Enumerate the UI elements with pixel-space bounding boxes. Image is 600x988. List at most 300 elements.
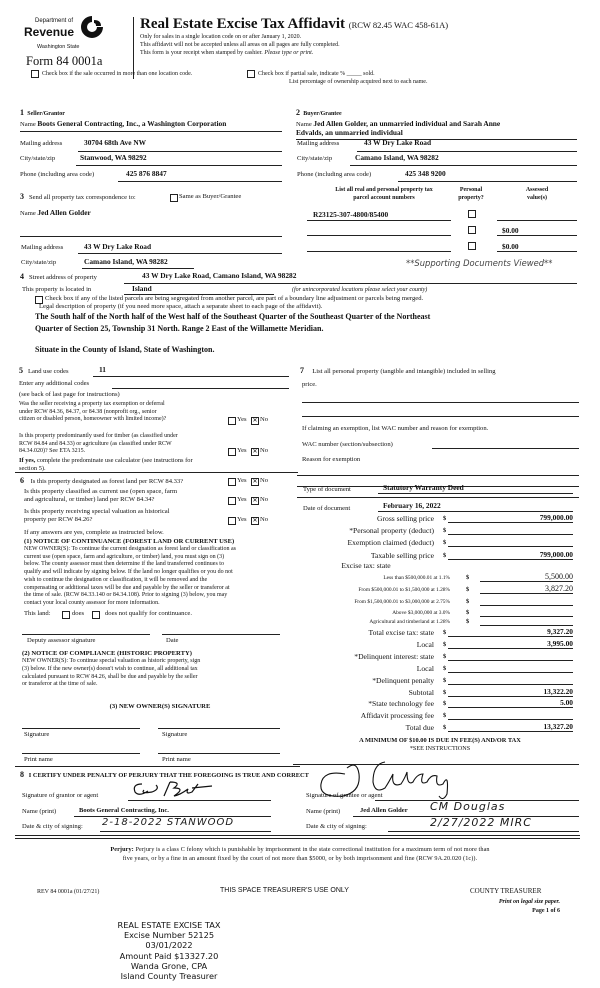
currency-symbol: $: [443, 641, 447, 648]
bracket-line: [480, 605, 573, 606]
form-number: Form 84 0001a: [26, 54, 103, 68]
legal-description-label: Legal description of property (if you need more space, attach a separate sheet to each page of the affidavit).: [39, 303, 323, 310]
seller-name-row: [20, 120, 226, 129]
tax-row-label: Total due: [405, 723, 434, 732]
ownership-pct-note: List percentage of ownership acquired next to each name.: [289, 79, 428, 85]
additional-codes-label: Enter any additional codes: [19, 380, 90, 387]
excise-state-label: Excise tax: state: [341, 561, 391, 570]
wac-line[interactable]: [432, 448, 579, 449]
seller-phone-value[interactable]: 425 876 8847: [126, 169, 167, 178]
street-address-label: [20, 273, 97, 282]
assessed-header-2: value(s): [527, 194, 547, 201]
yes-label: Yes: [237, 447, 247, 454]
n2-line: calculated pursuant to RCW 84.26, shall be due and payable by the seller: [22, 673, 198, 680]
n2-line: (3) below. If the new owner(s) doesn't wish to continue, all additional tax: [22, 665, 198, 672]
tax-row-label: *State technology fee: [368, 699, 434, 708]
correspondence-mail-value[interactable]: 43 W Dry Lake Road: [84, 242, 152, 251]
section-number: 3: [20, 192, 24, 201]
no-checkbox[interactable]: [251, 448, 259, 456]
bracket-label: Less than $500,000.01 at 1.1%: [383, 575, 450, 581]
yes-checkbox[interactable]: [228, 417, 236, 425]
sec7-label-text: List all personal property (tangible and intangible) included in selling: [312, 368, 496, 375]
buyer-city-value[interactable]: Camano Island, WA 98282: [355, 153, 439, 162]
tax-row-value[interactable]: 13,327.20: [543, 722, 573, 731]
correspondence-row: [20, 193, 136, 202]
tax-row-line: [448, 559, 573, 560]
tax-row-label: Taxable selling price: [370, 551, 434, 560]
parcel-header-1: List all real and personal property tax: [335, 187, 433, 193]
yes-label: Yes: [237, 516, 247, 523]
treasurer-use-only: THIS SPACE TREASURER'S USE ONLY: [220, 887, 349, 894]
seller-mail-line: [78, 151, 282, 152]
q-line: Is this property designated as forest land per RCW 84.33?: [30, 478, 184, 485]
legal-description-2: Quarter of Section 25, Township 31 North. Range 2 East of the Willamette Meridian.: [35, 324, 324, 333]
parcel-line: [307, 220, 451, 221]
legal-description-1: The South half of the North half of the West half of the Southeast Quarter of the Southeast Quarter of the Northeast: [35, 312, 431, 321]
currency-symbol: $: [466, 574, 470, 581]
section-number: 8: [20, 770, 24, 779]
same-as-buyer-checkbox[interactable]: [170, 194, 178, 202]
bracket-label: Agricultural and timberland at 1.28%: [369, 619, 450, 625]
reason-label: Reason for exemption: [302, 456, 361, 463]
currency-symbol: $: [443, 677, 447, 684]
segregated-label: Check box if any of the listed parcels are being segregated from another parcel, are part of a boundary line adjustment or parcels being merged.: [45, 295, 424, 302]
deputy-signature-line[interactable]: [22, 634, 150, 635]
tax-row-label: *Delinquent penalty: [372, 676, 434, 685]
grantee-date-city-handwritten[interactable]: 2/27/2022 MIRC: [430, 816, 532, 829]
land-use-value[interactable]: 11: [99, 365, 106, 374]
q-line: Is this property predominantly used for timber (as classified under: [19, 433, 178, 439]
certify-text: I CERTIFY UNDER PENALTY OF PERJURY THAT THE FOREGOING IS TRUE AND CORRECT: [28, 772, 309, 779]
timber-question: [19, 433, 178, 456]
logo-dept-of: Department of: [35, 18, 74, 24]
wac-label: WAC number (section/subsection): [302, 441, 393, 448]
name-label: Name: [20, 210, 36, 217]
note-3-italic: Please type or print.: [264, 50, 314, 56]
logo-revenue: Revenue: [24, 25, 75, 39]
assessed-header-1: Assessed: [525, 187, 549, 193]
tax-row-line: [448, 672, 573, 673]
forest-land-question: [20, 477, 183, 486]
personal-header-1: Personal: [459, 187, 483, 193]
historic-question: [24, 508, 170, 525]
yes-checkbox[interactable]: [228, 448, 236, 456]
supporting-docs-stamp: **Supporting Documents Viewed**: [406, 258, 553, 268]
yes-checkbox[interactable]: [228, 478, 236, 486]
new-owner-signature-title: (3) NEW OWNER(S) SIGNATURE: [109, 703, 211, 710]
header-note-2: This affidavit will not be accepted unless all areas on all pages are fully completed.: [140, 42, 340, 48]
currency-symbol: $: [466, 586, 470, 593]
rev-number: REV 84 0001a (01/27/21): [37, 889, 100, 895]
seller-name-value[interactable]: Boots General Contracting, Inc., a Washington Corporation: [37, 119, 227, 128]
n1-line: wish to continue the designation or classification, it will be removed and the: [24, 576, 208, 583]
legal-description-3: Situate in the County of Island, State of Washington.: [35, 345, 215, 354]
no-checkbox[interactable]: [251, 517, 259, 525]
section-divider: [15, 472, 298, 473]
n1-line: NEW OWNER(S): To continue the current designation as forest land or classification as: [24, 546, 236, 552]
currency-symbol: $: [443, 724, 447, 731]
street-address-line: [124, 283, 577, 284]
no-label: No: [260, 516, 269, 523]
doc-type-line: [378, 493, 573, 494]
bracket-label: From $500,000.01 to $1,500,000 at 1.28%: [358, 587, 450, 593]
doc-type-value[interactable]: Statutory Warranty Deed: [383, 483, 464, 492]
grantor-name-value[interactable]: Boots General Contracting, Inc.: [79, 807, 169, 814]
tax-row-label: Gross selling price: [377, 514, 434, 523]
grantee-signature-label: Signature of grantee or agent: [306, 792, 383, 799]
tax-row-line: [448, 534, 573, 535]
legal-paper-note: Print on legal size paper.: [498, 899, 560, 905]
doc-date-label: Date of document: [303, 505, 351, 512]
owner-signature-line[interactable]: [158, 728, 280, 729]
located-in-note: (for unincorporated locations please select your county): [292, 287, 428, 293]
buyer-mail-label: Mailing address: [297, 140, 340, 147]
see-back-note: (see back of last page for instructions): [19, 391, 120, 398]
notice-compliance-text: [22, 658, 200, 689]
q-line: Is this property classified as current use (open space, farm: [24, 488, 178, 495]
double-rule: [15, 835, 580, 839]
tax-row-line: [448, 522, 573, 523]
n1-line: qualify and will indicate by signing below. If the land no longer qualifies or you do not: [24, 569, 233, 576]
stamp-excise-number: Excise Number 52125: [123, 930, 215, 941]
tax-row-line: [448, 731, 573, 732]
seller-mail-value[interactable]: 30704 68th Ave NW: [84, 138, 147, 147]
exemption-note: If claiming an exemption, list WAC number and reason for exemption.: [302, 425, 489, 432]
q-line: and agricultural, or timber) land per RCW 84.34?: [24, 496, 155, 504]
grantee-date-line: [388, 831, 579, 832]
currency-symbol: $: [443, 689, 447, 696]
tax-row-line: [448, 719, 573, 720]
doc-type-label: Type of document: [303, 486, 351, 493]
tax-row-label: Exemption claimed (deduct): [347, 538, 434, 547]
seller-city-value[interactable]: Stanwood, WA 98292: [80, 153, 147, 162]
parcel-line: [307, 235, 451, 236]
seller-city-label: City/state/zip: [20, 155, 56, 162]
yes-checkbox[interactable]: [228, 497, 236, 505]
n1-line: current use (open space, farm and agriculture, or timber) land, you must sign on (3): [24, 553, 225, 560]
tax-row-label: Affidavit processing fee: [360, 711, 434, 720]
tax-row-value[interactable]: 5.00: [560, 698, 573, 707]
land-use-text: Land use codes: [27, 368, 69, 375]
parcel-header-2: parcel account numbers: [353, 194, 415, 201]
q-line: citizen or disabled person, homeowner with limited income)?: [19, 416, 167, 423]
currency-symbol: $: [443, 653, 447, 660]
dor-logo-swoosh-icon: [79, 14, 105, 40]
seller-name-line: [20, 131, 282, 132]
perjury-bold: Perjury:: [110, 846, 134, 853]
seller-city-line: [76, 165, 282, 166]
this-land-label: This land:: [24, 610, 51, 617]
stamp-treasurer-name: Wanda Grone, CPA: [130, 960, 208, 971]
header-note-3: [140, 49, 313, 57]
tax-row-label: Total excise tax: state: [368, 628, 434, 637]
note-3-text: This form is your receipt when stamped by cashier.: [140, 50, 263, 56]
currency-symbol: $: [443, 527, 447, 534]
buyer-heading: [296, 109, 342, 118]
correspondence-mail-label: Mailing address: [21, 244, 64, 251]
buyer-phone-label: Phone (including area code): [297, 171, 372, 178]
deputy-signature-label: Deputy assessor signature: [27, 637, 96, 644]
currency-symbol: $: [466, 618, 470, 625]
seller-heading: [20, 109, 65, 118]
parcel-header: [316, 187, 452, 202]
buyer-phone-value[interactable]: 425 348 9200: [405, 169, 446, 178]
if-yes-text: complete the predominate use calculator (see instructions for: [36, 457, 193, 464]
assessed-line: [497, 220, 577, 221]
does-label: does: [72, 610, 85, 617]
q-line: Was the seller receiving a property tax exemption or deferral: [19, 401, 165, 407]
tax-row-label: *Personal property (deduct): [349, 526, 434, 535]
currency-symbol: $: [466, 598, 470, 605]
located-in-label: This property is located in: [22, 286, 92, 293]
current-use-question: [24, 488, 177, 505]
assessed-line: [497, 235, 577, 236]
buyer-city-line: [350, 165, 577, 166]
deputy-date-label: Date: [166, 637, 179, 644]
bracket-value[interactable]: 5,500.00: [545, 572, 573, 581]
section-number: 1: [20, 108, 24, 117]
if-any-note: If any answers are yes, complete as instructed below.: [24, 529, 164, 536]
no-checkbox[interactable]: [251, 417, 259, 425]
perjury-line-2: five years, or by a fine in an amount fixed by the court of not more than $5000, or by both imprisonment and fine (RCW 9A.20.020 (1c)).: [122, 855, 478, 862]
logo-state: Washington State: [37, 44, 80, 50]
grantor-signature: [130, 778, 220, 800]
perjury-line-1: [0, 846, 600, 854]
correspondence-name-value[interactable]: Jed Allen Golder: [37, 208, 91, 217]
n2-line: NEW OWNER(S): To continue special valuation as historic property, sign: [22, 658, 201, 664]
multi-location-label: Check box if the sale occurred in more than one location code.: [42, 71, 193, 77]
personal-property-label: [300, 367, 496, 376]
treasurer-receipt-stamp: [94, 920, 244, 981]
no-checkbox[interactable]: [251, 497, 259, 505]
currency-symbol: $: [466, 609, 470, 616]
stamp-amount-paid: Amount Paid $13327.20: [119, 950, 219, 961]
assessed-line: [497, 251, 577, 252]
if-yes-note: [19, 457, 193, 465]
n1-line: contact your local county assessor for more information.: [24, 599, 160, 606]
tax-row-value[interactable]: 13,322.20: [543, 687, 573, 696]
page-number: Page 1 of 6: [532, 908, 560, 914]
currency-symbol: $: [443, 552, 447, 559]
no-label: No: [260, 447, 269, 454]
q-line: RCW 84.84 and 84.33) or agriculture (as classified under RCW: [19, 440, 172, 447]
partial-sale-checkbox[interactable]: [247, 70, 255, 78]
page-title: [140, 16, 448, 33]
personal-property-line[interactable]: [302, 402, 579, 403]
owner-signature-label: Signature: [24, 731, 50, 738]
tax-row-line: [448, 648, 573, 649]
seller-phone-line: [118, 181, 282, 182]
q-line: 84.34.020)? See ETA 3215.: [19, 448, 86, 455]
n2-line: or transferor at the time of sale.: [22, 681, 98, 688]
buyer-name-value-2[interactable]: Edvalds, an unmarried individual: [296, 128, 403, 137]
grantor-date-label: Date & city of signing:: [22, 823, 83, 830]
tax-row-line: [448, 684, 573, 685]
q-line: Is this property receiving special valuation as historical: [24, 508, 170, 515]
street-address-value[interactable]: 43 W Dry Lake Road, Camano Island, WA 98282: [142, 271, 297, 280]
stamp-date: 03/01/2022: [145, 940, 193, 951]
street-label-text: Street address of property: [28, 274, 97, 281]
currency-symbol: $: [443, 629, 447, 636]
tax-row-label: Subtotal: [408, 688, 434, 697]
perjury-text-1: Perjury is a class C felony which is punishable by imprisonment in the state correctional institution for a maximum term of not more than: [135, 846, 490, 853]
seller-heading-text: Seller/Grantor: [27, 111, 65, 117]
bracket-label: From $1,500,000.01 to $3,000,000 at 2.75%: [354, 599, 450, 605]
assessed-value[interactable]: $0.00: [502, 242, 519, 251]
name-label: Name: [296, 121, 312, 128]
tax-row-value[interactable]: 3,995.00: [547, 639, 573, 648]
currency-symbol: $: [443, 515, 447, 522]
correspondence-city-label: City/state/zip: [21, 259, 57, 266]
owner-signature-line[interactable]: [22, 728, 140, 729]
section-number: 4: [20, 272, 24, 281]
no-label: No: [260, 416, 269, 423]
tax-row-value[interactable]: 799,000.00: [539, 550, 573, 559]
correspondence-name-row: [20, 209, 91, 218]
bracket-line: [480, 625, 573, 626]
if-yes-bold: If yes,: [19, 457, 36, 464]
assessed-value[interactable]: $0.00: [502, 226, 519, 235]
grantee-signature: [315, 752, 475, 804]
n1-line: compensating or additional taxes will be due and payable by the seller or transferor at: [24, 584, 230, 591]
land-use-label: [19, 367, 69, 376]
notice-compliance-title: (2) NOTICE OF COMPLIANCE (HISTORIC PROPERTY): [22, 650, 192, 657]
title-ref: (RCW 82.45 WAC 458-61A): [348, 20, 449, 30]
grantee-name-label: Name (print): [306, 808, 341, 815]
currency-symbol: $: [443, 700, 447, 707]
correspondence-name-line: [20, 236, 282, 237]
owner-signature-label: Signature: [162, 731, 188, 738]
tax-row-label: Local: [416, 664, 434, 673]
tax-row-label: Local: [416, 640, 434, 649]
q-line: property per RCW 84.26?: [24, 516, 93, 524]
reason-line[interactable]: [297, 475, 579, 476]
n1-line: the time of sale. (RCW 84.33.140 or 84.34.108). Prior to signing (3) below, you may: [24, 592, 228, 599]
buyer-name-value[interactable]: Jed Allen Golder, an unmarried individual and Sarah Anne: [313, 119, 501, 128]
multi-location-checkbox[interactable]: [31, 70, 39, 78]
reason-line[interactable]: [297, 497, 579, 498]
seller-phone-label: Phone (including area code): [20, 171, 95, 178]
personal-property-checkbox[interactable]: [468, 226, 476, 234]
tax-row-line: [448, 696, 573, 697]
bracket-value[interactable]: 3,827.20: [545, 584, 573, 593]
tax-row-label: *Delinquent interest: state: [354, 652, 434, 661]
tax-row-line: [448, 546, 573, 547]
seller-exemption-question: [19, 401, 166, 424]
assessed-value-header: [505, 187, 569, 202]
notice-continuance-text: [24, 546, 236, 608]
grantee-name-value[interactable]: Jed Allen Golder: [360, 807, 408, 814]
correspondence-mail-line: [78, 253, 282, 254]
doc-date-value[interactable]: February 16, 2022: [383, 501, 441, 510]
no-checkbox[interactable]: [251, 478, 259, 486]
does-qualify-checkbox[interactable]: [62, 611, 70, 619]
no-label: No: [260, 496, 269, 503]
bracket-label: Above $3,000,000 at 3.0%: [392, 610, 450, 616]
tax-row-line: [448, 636, 573, 637]
located-in-value[interactable]: Island: [132, 284, 152, 293]
correspondence-city-value[interactable]: Camano Island, WA 98282: [84, 257, 168, 266]
if-yes-note-2: section 5).: [19, 465, 46, 472]
personal-property-line[interactable]: [302, 416, 579, 417]
yes-label: Yes: [237, 496, 247, 503]
header-note-1: Only for sales in a single location code on or after January 1, 2020.: [140, 34, 302, 40]
land-use-line: [93, 376, 289, 377]
owner-print-name-line[interactable]: [22, 753, 140, 754]
bracket-line: [480, 581, 573, 582]
q-line: under RCW 84.36, 84.37, or 84.38 (nonprofit org., senior: [19, 408, 157, 415]
personal-property-checkbox[interactable]: [468, 242, 476, 250]
bracket-line: [480, 616, 573, 617]
grantor-signature-label: Signature of grantor or agent: [22, 792, 99, 799]
stamp-treasurer-title: Island County Treasurer: [120, 971, 218, 982]
currency-symbol: $: [443, 539, 447, 546]
grantor-date-city-handwritten[interactable]: 2-18-2022 STANWOOD: [102, 817, 235, 828]
deputy-date-line[interactable]: [162, 634, 280, 635]
partial-sale-label: Check box if partial sale, indicate % _____ sold.: [258, 71, 375, 77]
tax-row-value[interactable]: 799,000.00: [539, 513, 573, 522]
tax-row-line: [448, 707, 573, 708]
currency-symbol: $: [443, 712, 447, 719]
owner-print-name-line[interactable]: [158, 753, 280, 754]
buyer-city-label: City/state/zip: [297, 155, 333, 162]
yes-label: Yes: [237, 477, 247, 484]
section-number: 6: [20, 476, 24, 485]
personal-property-label-2: price.: [302, 381, 317, 388]
owner-print-name-label: Print name: [24, 756, 53, 763]
see-instructions-note: *SEE INSTRUCTIONS: [409, 745, 471, 752]
notice-continuance-title: (1) NOTICE OF CONTINUANCE (FOREST LAND OR CURRENT USE): [24, 538, 235, 545]
name-label: Name: [20, 121, 36, 128]
yes-checkbox[interactable]: [228, 517, 236, 525]
doc-date-line: [378, 511, 573, 512]
bracket-line: [480, 593, 573, 594]
section-number: 5: [19, 366, 23, 375]
personal-property-checkbox[interactable]: [468, 210, 476, 218]
section-number: 2: [296, 108, 300, 117]
n1-line: below. The county assessor must then determine if the land transferred continues to: [24, 561, 224, 568]
buyer-heading-text: Buyer/Grantee: [303, 111, 342, 117]
grantee-name-handwritten[interactable]: CM Douglas: [430, 800, 506, 813]
currency-symbol: $: [443, 665, 447, 672]
does-not-qualify-checkbox[interactable]: [92, 611, 100, 619]
parcel-line: [307, 251, 451, 252]
parcel-number[interactable]: R23125-307-4800/85400: [313, 210, 389, 219]
stamp-line: REAL ESTATE EXCISE TAX: [117, 920, 221, 930]
buyer-phone-line: [398, 181, 577, 182]
tax-row-value[interactable]: 9,327.20: [547, 627, 573, 636]
personal-property-header: [450, 187, 492, 202]
buyer-mail-value[interactable]: 43 W Dry Lake Road: [364, 138, 432, 147]
grantor-signature-line[interactable]: [128, 800, 271, 801]
seller-mail-label: Mailing address: [20, 140, 63, 147]
section-divider: [15, 766, 300, 767]
section-number: 7: [300, 366, 304, 375]
title-text: Real Estate Excise Tax Affidavit: [140, 16, 345, 32]
grantor-date-line: [100, 831, 271, 832]
minimum-due-note: A MINIMUM OF $10.00 IS DUE IN FEE(S) AND/OR TAX: [359, 737, 521, 744]
no-label: No: [260, 477, 269, 484]
correspondence-label: Send all property tax correspondence to:: [28, 194, 136, 201]
personal-header-2: property?: [458, 194, 484, 201]
owner-print-name-label: Print name: [162, 756, 191, 763]
yes-label: Yes: [237, 416, 247, 423]
same-as-buyer-label: Same as Buyer/Grantee: [179, 193, 242, 200]
does-not-label: does not qualify for continuance.: [105, 610, 192, 617]
county-treasurer: COUNTY TREASURER: [470, 887, 542, 895]
buyer-mail-line: [357, 151, 577, 152]
additional-codes-line: [112, 388, 289, 389]
